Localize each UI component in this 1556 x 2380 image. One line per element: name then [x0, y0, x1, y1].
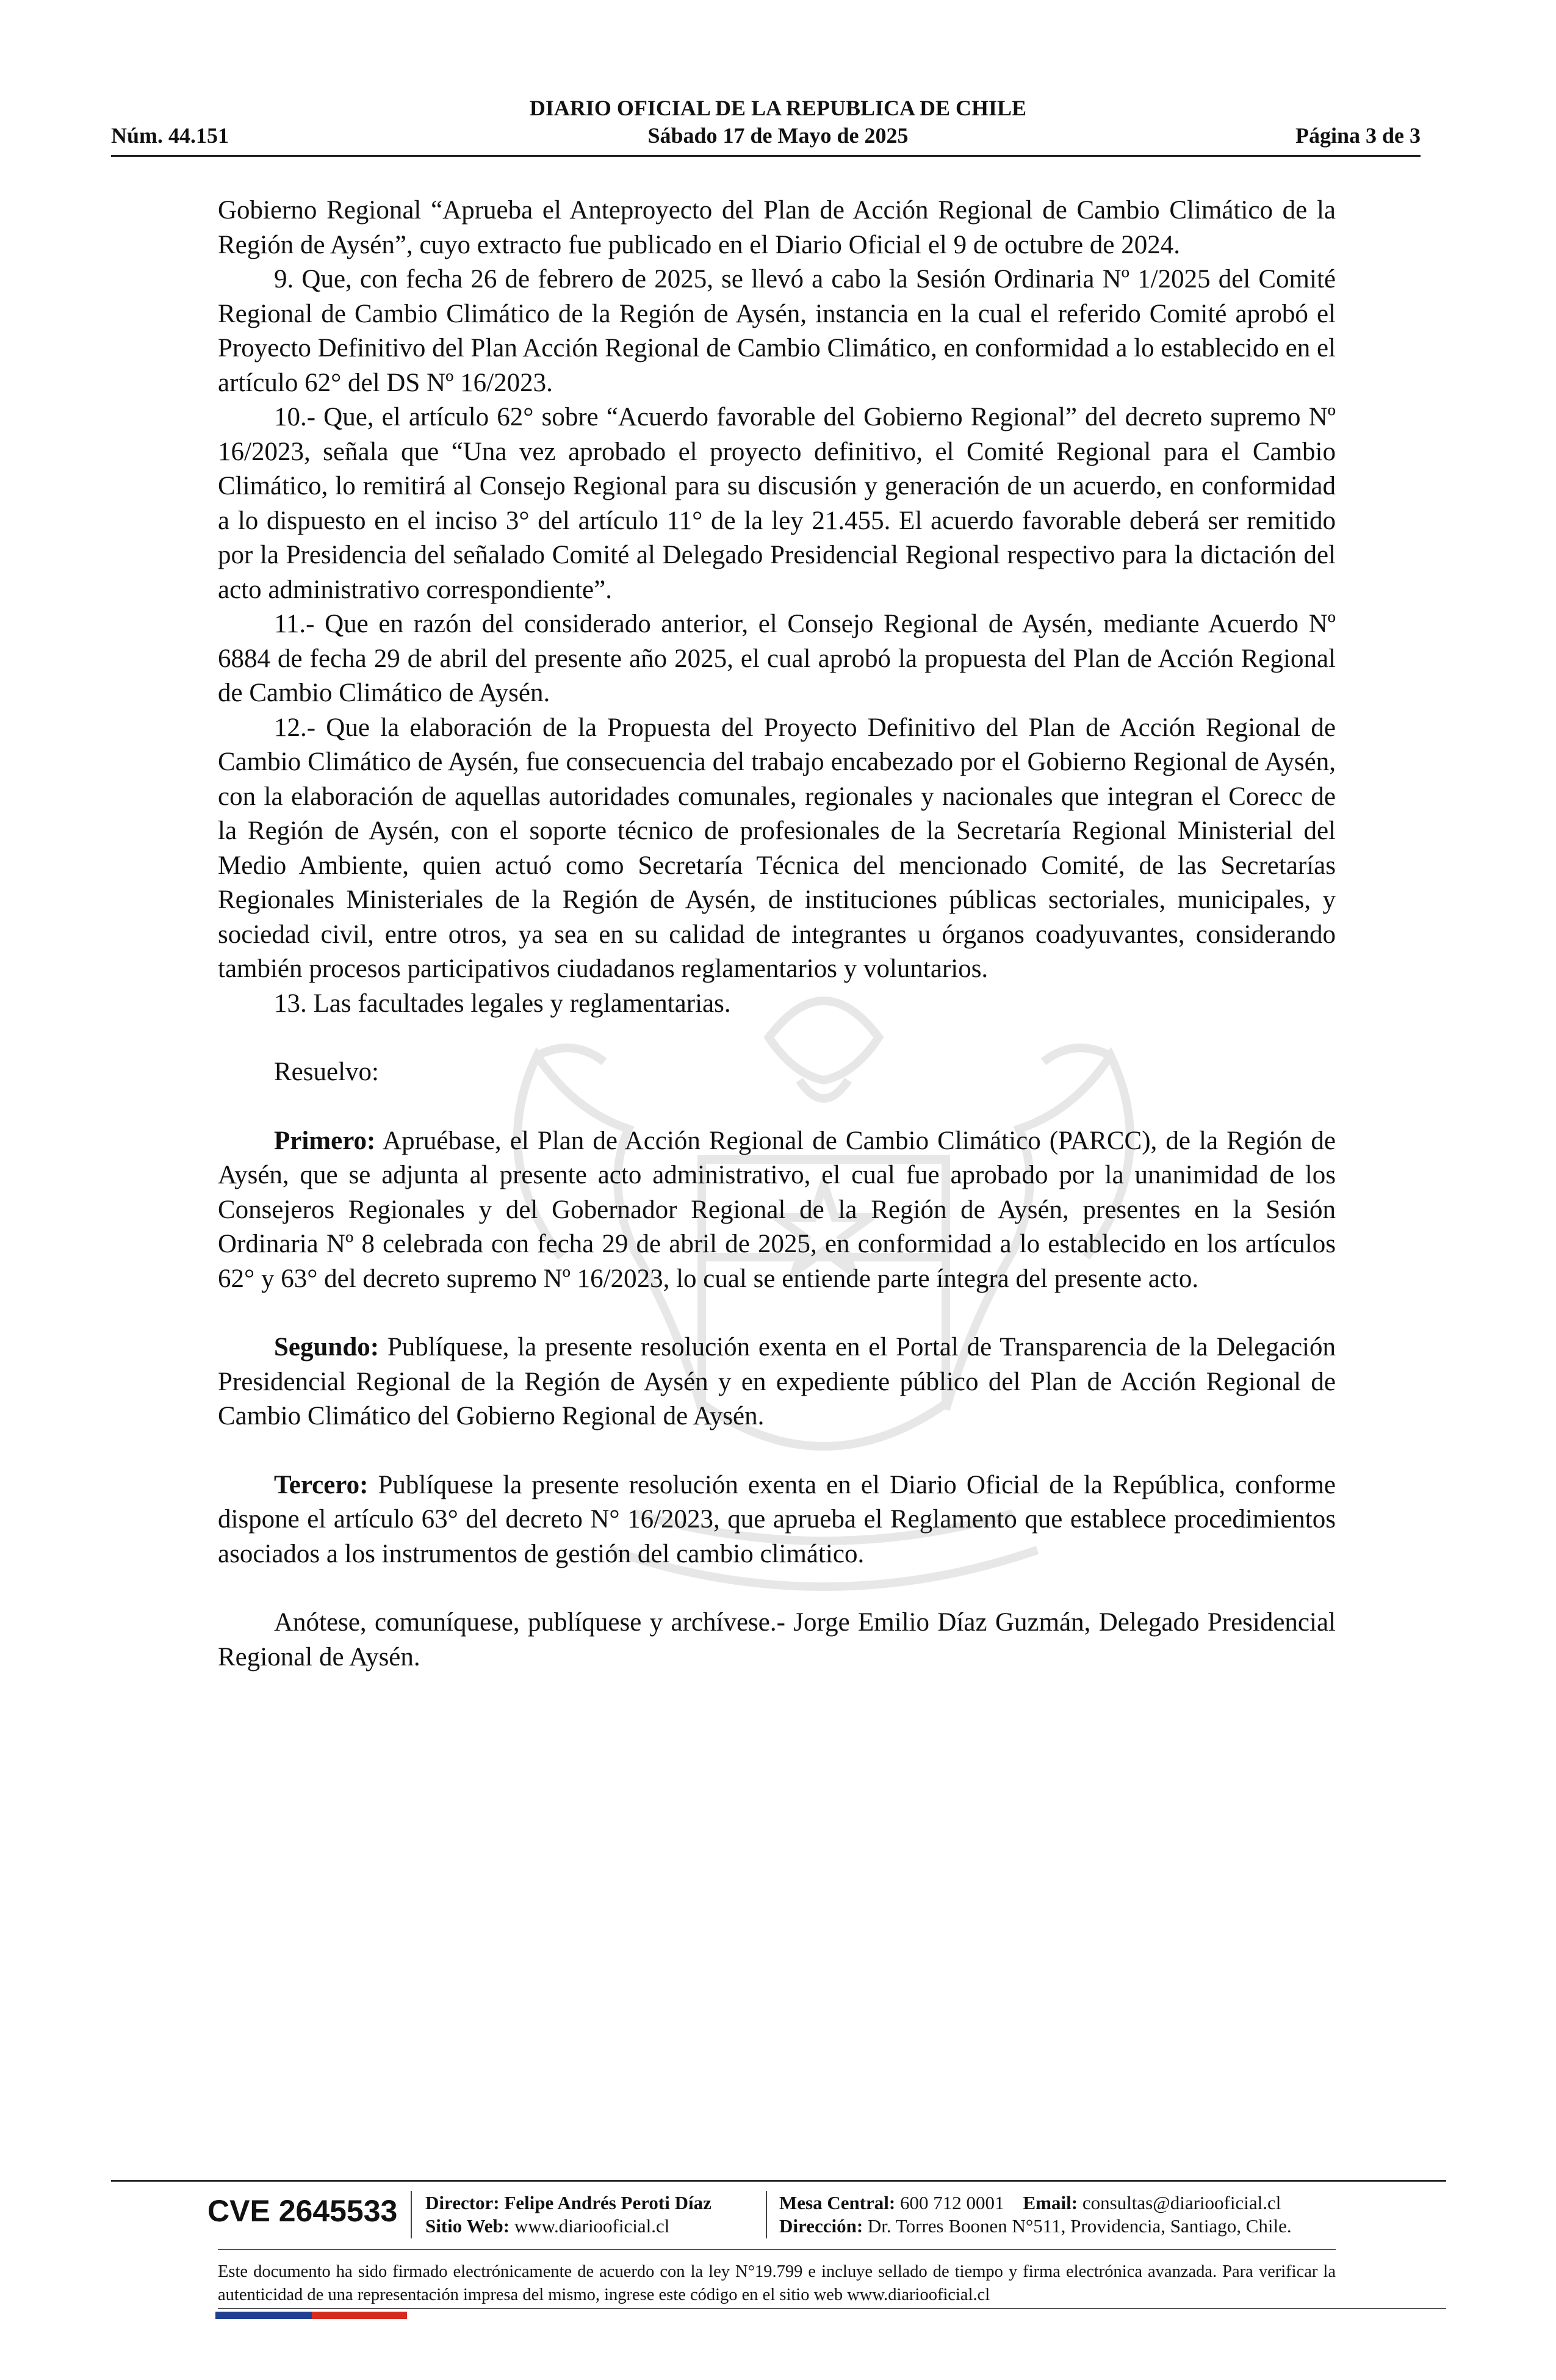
- resuelvo-heading: Resuelvo:: [274, 1058, 379, 1086]
- closing-signature: Anótese, comuníquese, publíquese y archívese.- Jorge Emilio Díaz Guzmán, Delegado Presidencial Regional de Aysén.: [218, 1608, 1336, 1671]
- document-body: [218, 193, 1336, 1675]
- resolution-tercero: [218, 1468, 1336, 1572]
- primero-label: Primero:: [274, 1126, 376, 1155]
- footer-divider-top: [111, 2180, 1446, 2182]
- address-value: Dr. Torres Boonen N°511, Providencia, Santiago, Chile.: [867, 2215, 1292, 2237]
- cve-code: CVE 2645533: [207, 2194, 398, 2228]
- segundo-label: Segundo:: [274, 1333, 380, 1361]
- publication-title: DIARIO OFICIAL DE LA REPUBLICA DE CHILE: [529, 96, 1027, 120]
- header-divider: [111, 155, 1421, 157]
- site-label: Sitio Web:: [425, 2215, 510, 2237]
- phone-value: 600 712 0001: [900, 2192, 1004, 2213]
- email-link[interactable]: consultas@diariooficial.cl: [1082, 2192, 1281, 2213]
- paragraph-12: 12.- Que la elaboración de la Propuesta del Proyecto Definitivo del Plan de Acción Regional de Cambio Climático de Aysén, fue consecuencia del trabajo encabezado por el Gobierno Regional de Aysén, con la elaboración de aquellas autoridades comunales, regionales y nacionales que integran el Corecc de la Región de Aysén, con el soporte técnico de profesionales de la Secretaría Regional Ministerial del Medio Ambiente, quien actuó como Secretaría Técnica del mencionado Comité, de las Secretarías Regionales Ministeriales de la Región de Aysén, de instituciones públicas sectoriales, municipales, y sociedad civil, entre otros, ya sea en su calidad de integrantes u órganos coadyuvantes, considerando también procesos participativos ciudadanos reglamentarios y voluntarios.: [218, 713, 1336, 983]
- paragraph-10: 10.- Que, el artículo 62° sobre “Acuerdo favorable del Gobierno Regional” del decreto supremo Nº 16/2023, señala que “Una vez aprobado el proyecto definitivo, el Comité Regional para el Cambio Climático, lo remitirá al Consejo Regional para su discusión y generación de un acuerdo, en conformidad a lo dispuesto en el inciso 3° del artículo 11° de la ley 21.455. El acuerdo favorable deberá ser remitido por la Presidencia del señalado Comité al Delegado Presidencial Regional respectivo para la dictación del acto administrativo correspondiente”.: [218, 403, 1336, 604]
- segundo-text: Publíquese, la presente resolución exenta en el Portal de Transparencia de la Delegación Presidencial Regional de la Región de Aysén y en expediente público del Plan de Acción Regional de Cambio Climático del Gobierno Regional de Aysén.: [218, 1333, 1336, 1430]
- footer-director-block: [425, 2191, 711, 2238]
- page-indicator: Página 3 de 3: [1295, 123, 1421, 148]
- paragraph-13: 13. Las facultades legales y reglamentarias.: [274, 989, 731, 1018]
- electronic-signature-note: Este documento ha sido firmado electrónicamente de acuerdo con la ley N°19.799 e incluye sellado de tiempo y firma electrónica avanzada. Para verificar la autenticidad de una representación impresa del mismo, ingrese este código en el sitio web www.diariooficial.cl: [218, 2262, 1336, 2304]
- flag-stripe-blue: [215, 2312, 312, 2319]
- footer-divider-middle: [218, 2249, 1336, 2250]
- footer-contact-block: [779, 2191, 1292, 2238]
- footer-separator: [766, 2191, 767, 2238]
- footer-divider-bottom: [218, 2308, 1446, 2309]
- tercero-label: Tercero:: [274, 1470, 369, 1499]
- director-label: Director:: [425, 2192, 500, 2213]
- site-link[interactable]: www.diariooficial.cl: [514, 2215, 670, 2237]
- email-label: Email:: [1023, 2192, 1078, 2213]
- primero-text: Apruébase, el Plan de Acción Regional de Cambio Climático (PARCC), de la Región de Aysén, que se adjunta al presente acto administrativo, el cual fue aprobado por la unanimidad de los Consejeros Regionales y del Gobernador Regional de la Región de Aysén, presentes en la Sesión Ordinaria Nº 8 celebrada con fecha 29 de abril de 2025, en conformidad a lo establecido en los artículos 62° y 63° del decreto supremo Nº 16/2023, lo cual se entiende parte íntegra del presente acto.: [218, 1126, 1336, 1293]
- flag-stripe-red: [312, 2312, 407, 2319]
- resolution-segundo: [218, 1330, 1336, 1434]
- paragraph-intro-continuation: Gobierno Regional “Aprueba el Anteproyecto del Plan de Acción Regional de Cambio Climático de la Región de Aysén”, cuyo extracto fue publicado en el Diario Oficial el 9 de octubre de 2024.: [218, 196, 1336, 259]
- director-name: Felipe Andrés Peroti Díaz: [504, 2192, 711, 2213]
- footer-separator: [411, 2191, 412, 2238]
- paragraph-9: 9. Que, con fecha 26 de febrero de 2025, se llevó a cabo la Sesión Ordinaria Nº 1/2025 del Comité Regional de Cambio Climático de la Región de Aysén, instancia en la cual el referido Comité aprobó el Proyecto Definitivo del Plan Acción Regional de Cambio Climático, en conformidad a lo establecido en el artículo 62° del DS Nº 16/2023.: [218, 265, 1336, 397]
- address-label: Dirección:: [779, 2215, 863, 2237]
- resolution-primero: [218, 1124, 1336, 1297]
- issue-date: Sábado 17 de Mayo de 2025: [647, 123, 909, 148]
- issue-number: Núm. 44.151: [111, 123, 229, 148]
- phone-label: Mesa Central:: [779, 2192, 896, 2213]
- tercero-text: Publíquese la presente resolución exenta en el Diario Oficial de la República, conforme dispone el artículo 63° del decreto N° 16/2023, que aprueba el Reglamento que establece procedimientos asociados a los instrumentos de gestión del cambio climático.: [218, 1470, 1336, 1568]
- paragraph-11: 11.- Que en razón del considerado anterior, el Consejo Regional de Aysén, mediante Acuerdo Nº 6884 de fecha 29 de abril del presente año 2025, el cual aprobó la propuesta del Plan de Acción Regional de Cambio Climático de Aysén.: [218, 610, 1336, 707]
